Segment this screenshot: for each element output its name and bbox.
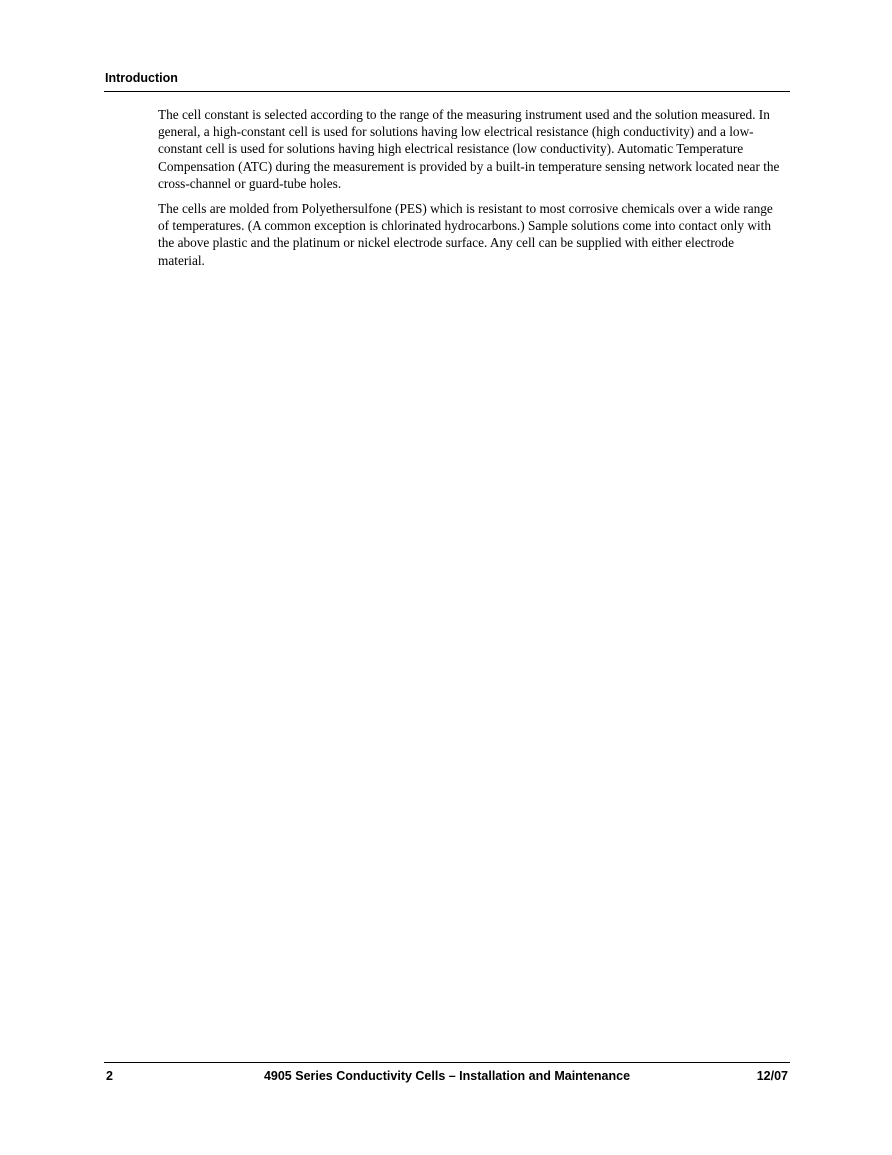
footer-document-title: 4905 Series Conductivity Cells – Installation and Maintenance (263, 1069, 631, 1083)
footer-page-number: 2 (106, 1069, 113, 1083)
section-title: Introduction (105, 71, 178, 85)
page-header (104, 70, 790, 92)
footer-date: 12/07 (756, 1069, 788, 1083)
body-text (158, 106, 780, 277)
page-footer (104, 1062, 790, 1087)
paragraph-1: The cell constant is selected according to the range of the measuring instrument used and the solution measured. In general, a high-constant cell is used for solutions having low electrical resistance (high conductivity) and a low-constant cell is used for solutions having high electrical resistance (low conductivity). Automatic Temperature Compensation (ATC) during the measurement is provided by a built-in temperature sensing network located near the cross-channel or guard-tube holes. (158, 107, 780, 191)
paragraph-2: The cells are molded from Polyethersulfone (PES) which is resistant to most corrosive chemicals over a wide range of temperatures. (A common exception is chlorinated hydrocarbons.) Sample solutions come into contact only with the above plastic and the platinum or nickel electrode surface. Any cell can be supplied with either electrode material. (158, 201, 773, 268)
